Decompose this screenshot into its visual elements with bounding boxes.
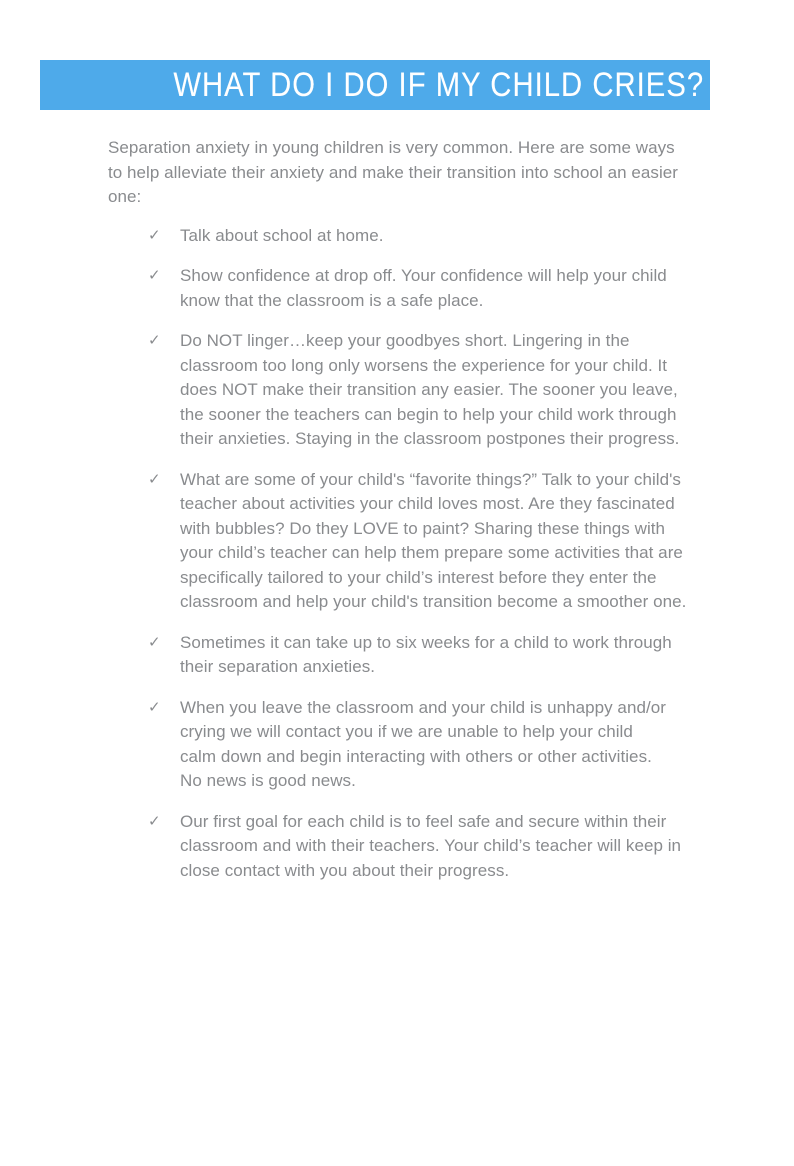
intro-paragraph: Separation anxiety in young children is very common. Here are some ways to help alleviate their anxiety and make their transition into school an easier one: (108, 138, 678, 206)
list-item-text: Talk about school at home. (180, 225, 384, 245)
list-item (108, 224, 708, 249)
list-item (108, 810, 708, 884)
check-icon: ✓ (148, 633, 161, 651)
list-item (108, 696, 708, 794)
checklist (108, 224, 708, 884)
list-item (108, 264, 708, 313)
list-item-text: Show confidence at drop off. Your confidence will help your child know that the classroom is a safe place. (180, 266, 667, 310)
page-title: WHAT DO I DO IF MY CHILD CRIES? (173, 66, 704, 104)
check-icon: ✓ (148, 698, 161, 716)
document-body (108, 136, 708, 883)
list-item (108, 329, 708, 452)
list-item-text: Our first goal for each child is to feel safe and secure within their classroom and with their teachers. Your child’s teacher will keep in close contact with you about their progress. (180, 811, 682, 880)
list-item (108, 631, 708, 680)
check-icon: ✓ (148, 226, 161, 244)
list-item (108, 468, 708, 615)
check-icon: ✓ (148, 812, 161, 830)
check-icon: ✓ (148, 332, 161, 349)
title-banner (40, 60, 710, 110)
check-icon: ✓ (148, 470, 161, 488)
list-item-text: Do NOT linger…keep your goodbyes short. Lingering in the classroom too long only worsens the experience for your child. It does NOT make their transition any easier. The sooner you leave, the sooner the teachers can begin to help your child work through their anxieties. Staying in the classroom postpones their progress. (180, 331, 680, 448)
check-icon: ✓ (148, 267, 161, 284)
list-item-text: When you leave the classroom and your child is unhappy and/or crying we will contact you if we are unable to help your child calm down and begin interacting with others or other activities. No news is good news. (180, 697, 666, 790)
list-item-text: What are some of your child's “favorite things?” Talk to your child's teacher about activities your child loves most. Are they fascinated with bubbles? Do they LOVE to paint? Sharing these things with your child’s teacher can help them prepare some activities that are specifically tailored to your child’s interest before they enter the classroom and help your child's transition become a smoother one. (180, 469, 687, 611)
list-item-text: Sometimes it can take up to six weeks for a child to work through their separation anxieties. (180, 632, 672, 676)
